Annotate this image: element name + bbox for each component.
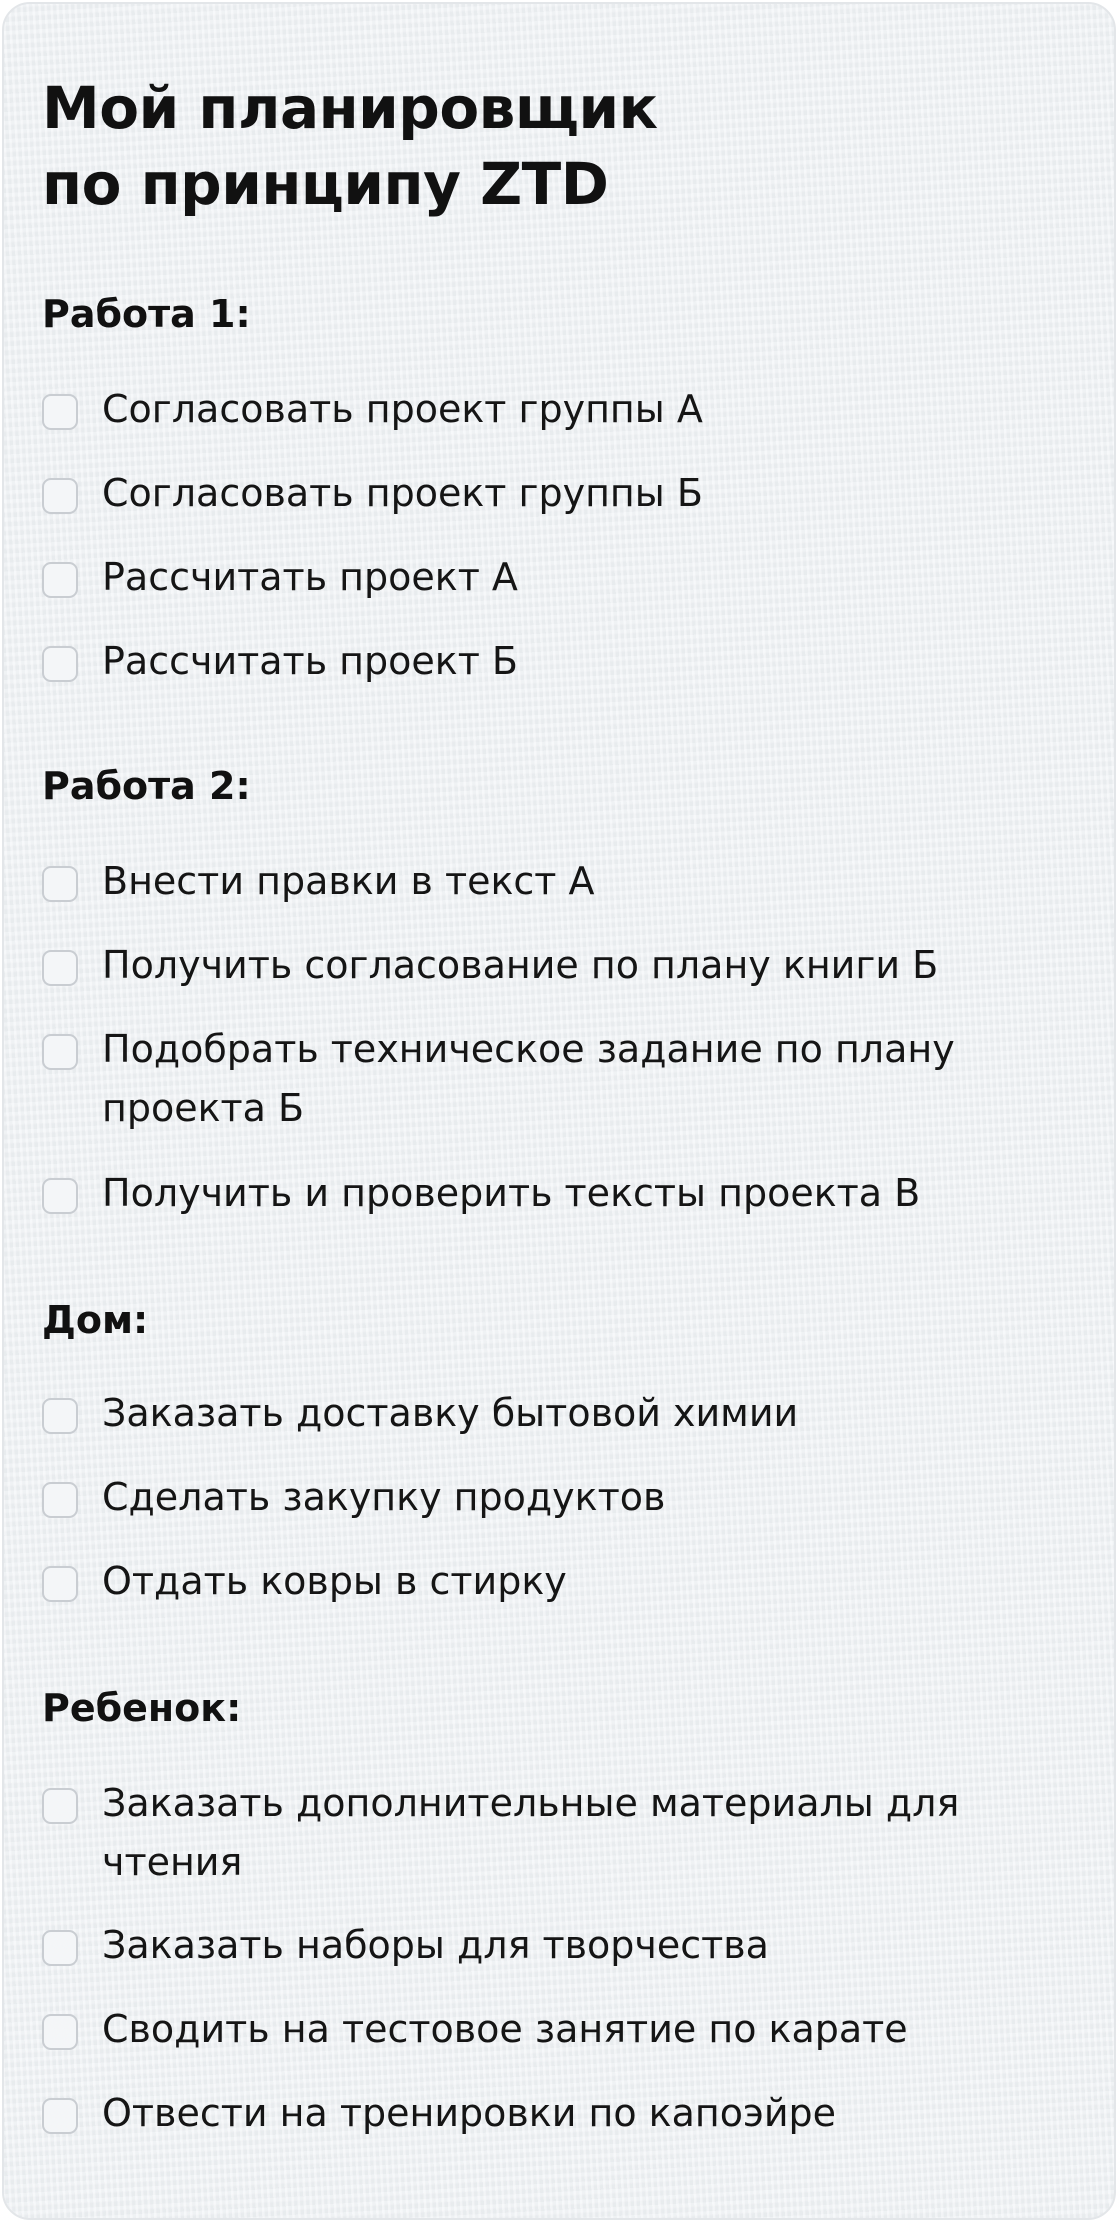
task-checkbox[interactable] — [42, 1178, 78, 1214]
task-item[interactable] — [42, 1559, 1082, 1611]
task-checkbox[interactable] — [42, 646, 78, 682]
task-checkbox[interactable] — [42, 1930, 78, 1966]
task-item[interactable] — [42, 1781, 1082, 1892]
task-item[interactable] — [42, 1475, 1082, 1527]
task-label: Получить согласование по плану книги Б — [102, 943, 939, 987]
task-label: Внести правки в текст А — [102, 859, 595, 903]
task-label: Сделать закупку продуктов — [102, 1475, 666, 1519]
task-checkbox[interactable] — [42, 2098, 78, 2134]
task-item[interactable] — [42, 555, 1082, 607]
task-item[interactable] — [42, 2091, 1082, 2143]
task-checkbox[interactable] — [42, 1034, 78, 1070]
task-checkbox[interactable] — [42, 1482, 78, 1518]
section-heading-work-2: Работа 2: — [42, 764, 251, 808]
task-label: Заказать доставку бытовой химии — [102, 1391, 799, 1435]
task-checkbox[interactable] — [42, 866, 78, 902]
task-item[interactable] — [42, 471, 1082, 523]
task-checkbox[interactable] — [42, 1788, 78, 1824]
task-label: Рассчитать проект Б — [102, 639, 518, 683]
task-checkbox[interactable] — [42, 950, 78, 986]
task-label: Заказать дополнительные материалы для чтения — [102, 1781, 960, 1884]
page-title-line-2: по принципу ZTD — [42, 150, 609, 218]
task-label: Отвести на тренировки по капоэйре — [102, 2091, 837, 2135]
task-label: Рассчитать проект А — [102, 555, 518, 599]
section-heading-work-1: Работа 1: — [42, 292, 251, 336]
task-checkbox[interactable] — [42, 478, 78, 514]
task-item[interactable] — [42, 943, 1082, 995]
task-label: Заказать наборы для творчества — [102, 1923, 769, 1967]
task-item[interactable] — [42, 387, 1082, 439]
task-item[interactable] — [42, 1923, 1082, 1975]
section-heading-child: Ребенок: — [42, 1686, 242, 1730]
planner-card — [2, 2, 1116, 2220]
section-heading-home: Дом: — [42, 1298, 149, 1342]
task-checkbox[interactable] — [42, 1566, 78, 1602]
task-label: Сводить на тестовое занятие по карате — [102, 2007, 908, 2051]
task-item[interactable] — [42, 1171, 1082, 1223]
task-label: Подобрать техническое задание по плану проекта Б — [102, 1027, 955, 1130]
task-checkbox[interactable] — [42, 2014, 78, 2050]
task-item[interactable] — [42, 1391, 1082, 1443]
task-item[interactable] — [42, 639, 1082, 691]
task-label: Получить и проверить тексты проекта В — [102, 1171, 921, 1215]
task-checkbox[interactable] — [42, 394, 78, 430]
task-checkbox[interactable] — [42, 1398, 78, 1434]
task-checkbox[interactable] — [42, 562, 78, 598]
page-title — [42, 70, 1082, 222]
task-item[interactable] — [42, 1027, 1082, 1138]
task-label: Отдать ковры в стирку — [102, 1559, 567, 1603]
page-title-line-1: Мой планировщик — [42, 74, 658, 142]
task-item[interactable] — [42, 2007, 1082, 2059]
task-item[interactable] — [42, 859, 1082, 911]
task-label: Согласовать проект группы Б — [102, 471, 703, 515]
task-label: Согласовать проект группы А — [102, 387, 703, 431]
